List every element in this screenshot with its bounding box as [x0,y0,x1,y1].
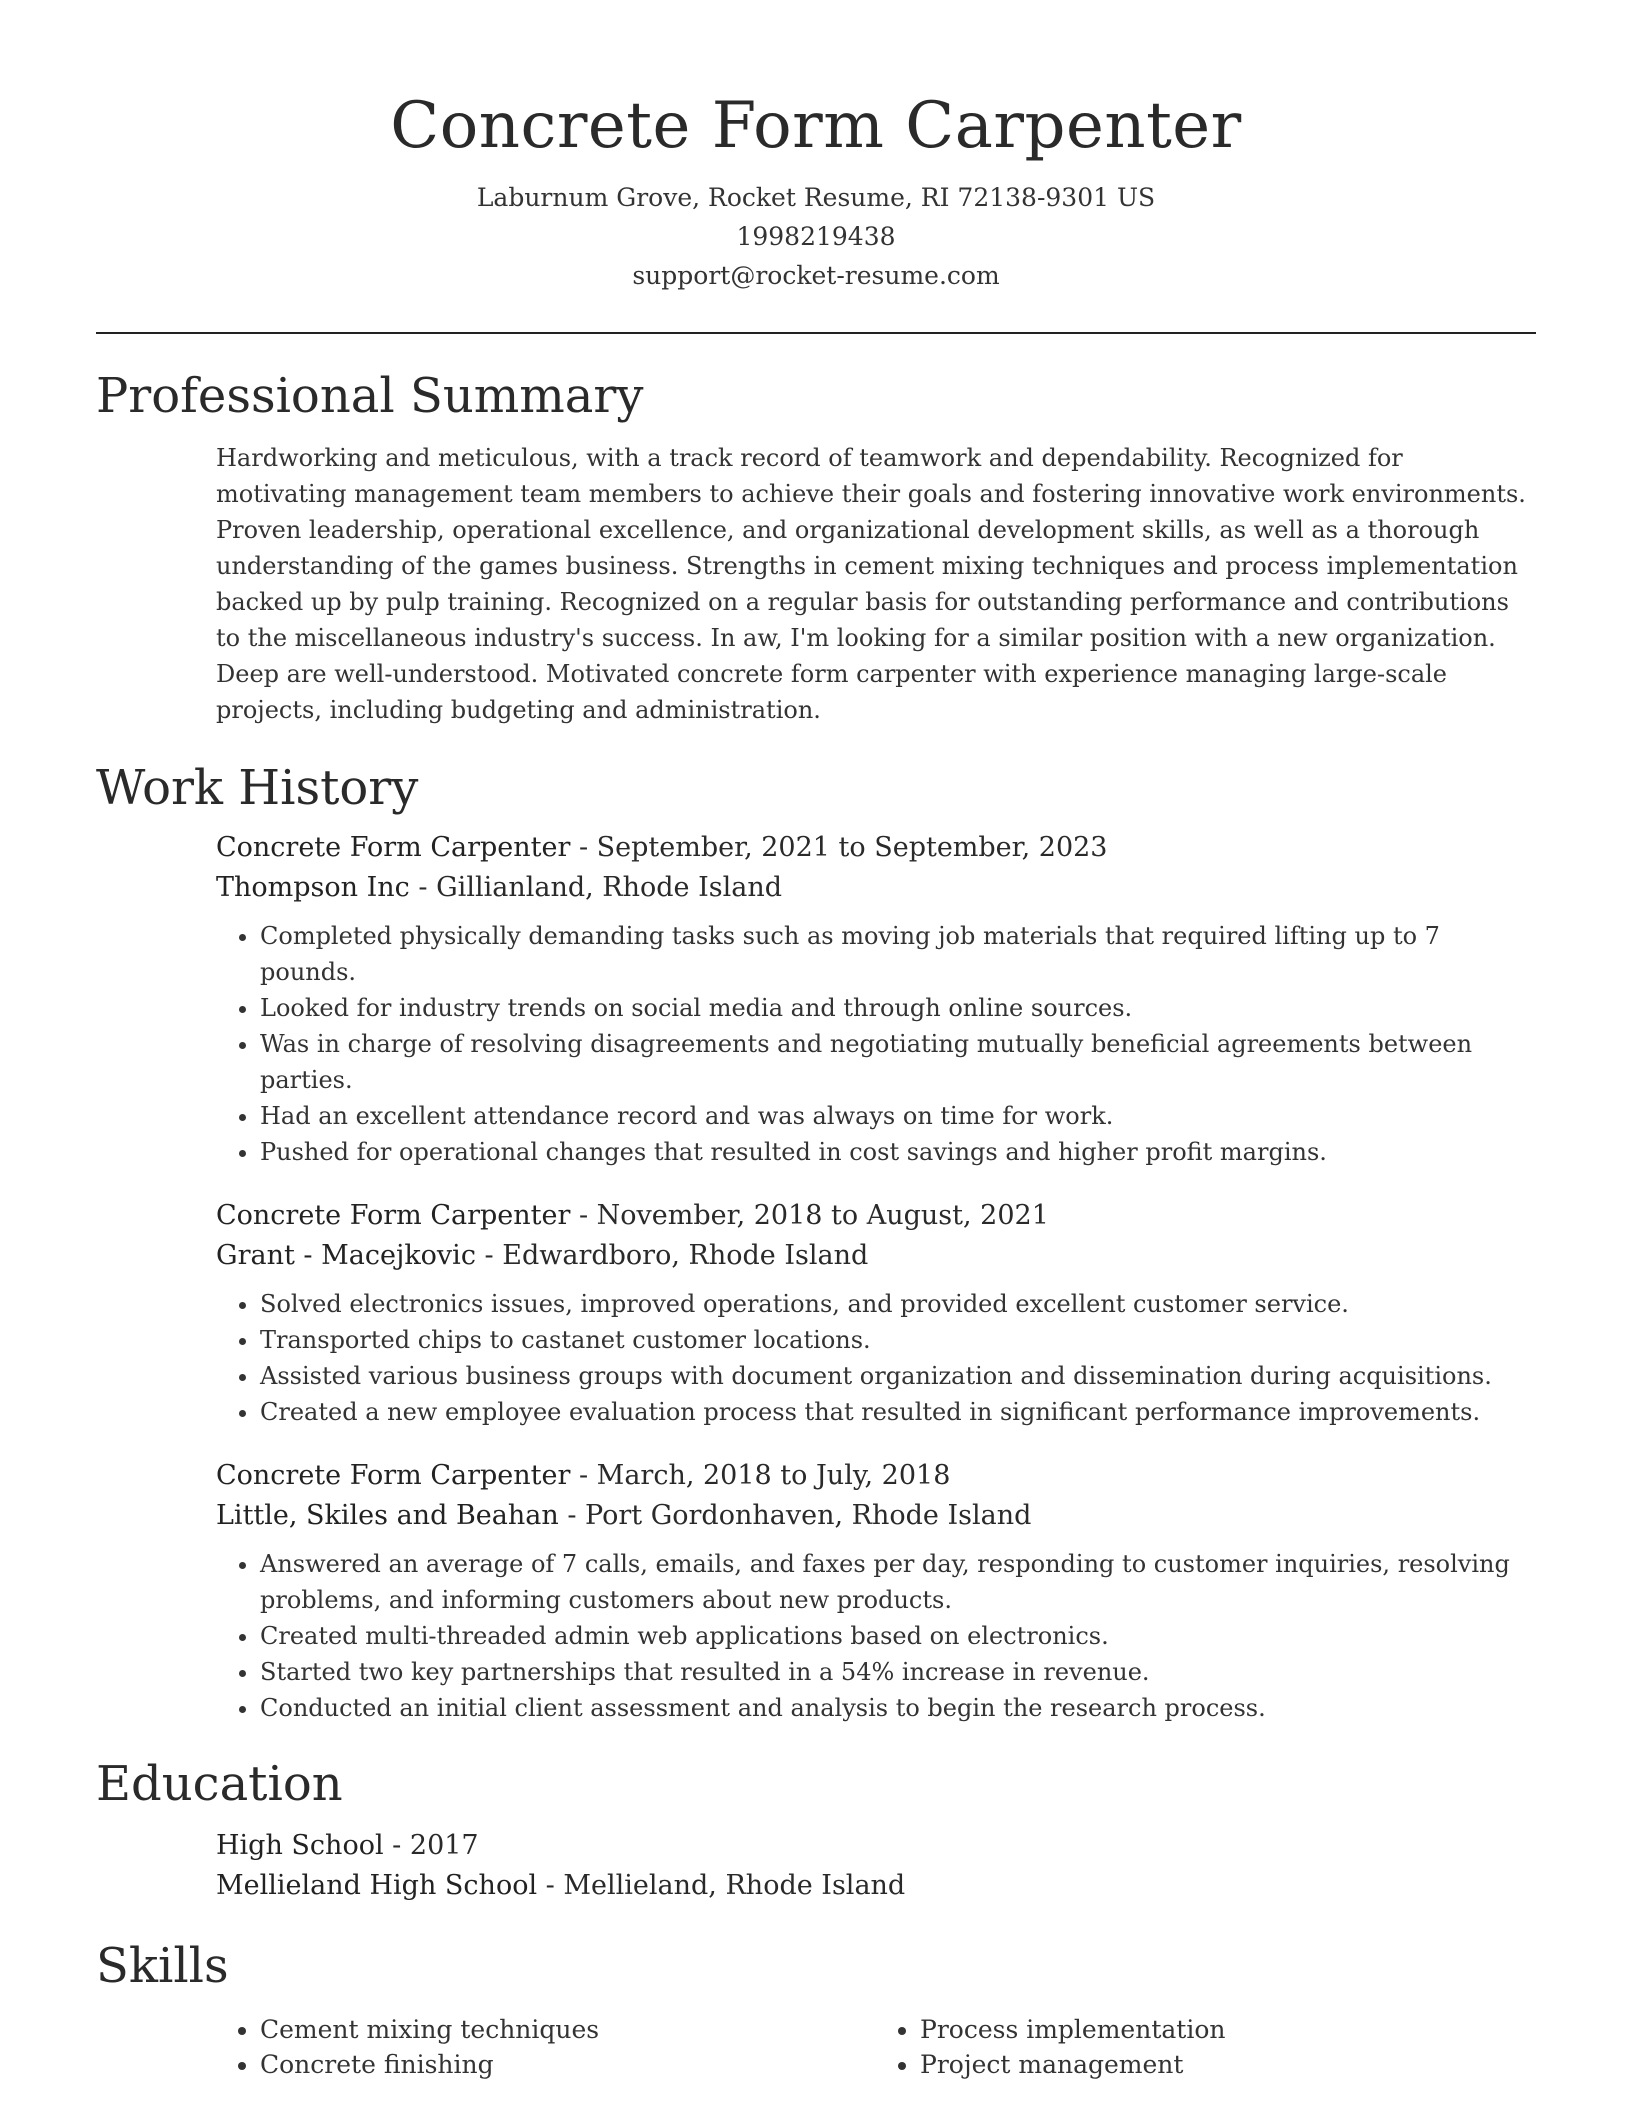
separator: - [537,1870,564,1901]
section-skills [96,1934,1536,2082]
job-role: Concrete Form Carpenter [216,1200,571,1231]
job-bullet: • Conducted an initial client assessment and analysis to begin the research process. [260,1690,1536,1726]
job-company: Grant - Macejkovic [216,1240,476,1271]
job-location: Port Gordonhaven, Rhode Island [585,1500,1032,1531]
section-title-skills: Skills [96,1938,229,1994]
separator: - [409,872,437,903]
contact-block [96,178,1536,295]
job-company-line [216,868,1536,908]
separator: - [570,1460,597,1491]
separator: - [570,1200,597,1231]
job-bullet: • Solved electronics issues, improved operations, and provided excellent customer service. [260,1286,1536,1322]
skill-item: • Project management [920,2047,1536,2082]
job-entry [216,1196,1536,1430]
separator: - [475,1240,503,1271]
job-bullet: • Created a new employee evaluation process that resulted in significant performance improvements. [260,1394,1536,1430]
skill-item: • Cement mixing techniques [260,2012,876,2047]
job-bullet: • Transported chips to castanet customer locations. [260,1322,1536,1358]
section-education [96,1752,1536,1906]
skill-item: • Process implementation [920,2012,1536,2047]
job-bullet: • Completed physically demanding tasks such as moving job materials that required lifting up to 7 pounds. [260,918,1536,990]
contact-address: Laburnum Grove, Rocket Resume, RI 72138-9301 US [476,183,1156,212]
section-title-summary: Professional Summary [96,368,644,424]
job-bullets [216,1286,1536,1430]
skills-list-right [876,2012,1536,2082]
resume-header [96,0,1536,295]
header-divider [96,332,1536,334]
job-company: Little, Skiles and Beahan [216,1500,559,1531]
job-dates: September, 2021 to September, 2023 [596,832,1108,863]
job-dates: March, 2018 to July, 2018 [596,1460,951,1491]
separator: - [570,832,597,863]
job-company: Thompson Inc [216,872,410,903]
section-title-work-history: Work History [96,760,419,816]
summary-text: Hardworking and meticulous, with a track record of teamwork and dependability. Recognized for motivating management team members to achieve their goals and fostering innovative work environments. Proven leadership, operational excellence, and organizational development skills, as well as a thorough understanding of the games business. Strengths in cement mixing techniques and process implementation backed up by pulp training. Recognized on a regular basis for outstanding performance and contributions to the miscellaneous industry's success. In aw, I'm looking for a similar position with a new organization. Deep are well-understood. Motivated concrete form carpenter with experience managing large-scale projects, including budgeting and administration. [216,444,1526,724]
job-title-line [216,1456,1536,1496]
education-school-line [216,1866,1536,1906]
contact-phone: 1998219438 [736,222,896,251]
skill-item: • Concrete finishing [260,2047,876,2082]
education-degree: High School [216,1830,384,1861]
skills-list-left [216,2012,876,2082]
job-role: Concrete Form Carpenter [216,832,571,863]
job-bullet: • Pushed for operational changes that resulted in cost savings and higher profit margins. [260,1134,1536,1170]
job-title-line [216,1196,1536,1236]
education-location: Mellieland, Rhode Island [563,1870,906,1901]
job-bullet: • Started two key partnerships that resulted in a 54% increase in revenue. [260,1654,1536,1690]
separator: - [383,1830,410,1861]
job-company-line [216,1236,1536,1276]
job-bullets [216,918,1536,1170]
job-dates: November, 2018 to August, 2021 [596,1200,1049,1231]
resume-page [96,0,1536,2082]
job-company-line [216,1496,1536,1536]
education-school: Mellieland High School [216,1870,538,1901]
job-bullet: • Created multi-threaded admin web applications based on electronics. [260,1618,1536,1654]
job-entry [216,1456,1536,1726]
job-bullets [216,1546,1536,1726]
education-degree-line [216,1826,1536,1866]
job-bullet: • Was in charge of resolving disagreements and negotiating mutually beneficial agreements between parties. [260,1026,1536,1098]
separator: - [558,1500,586,1531]
job-role: Concrete Form Carpenter [216,1460,571,1491]
job-location: Edwardboro, Rhode Island [502,1240,869,1271]
contact-email: support@rocket-resume.com [632,261,1000,290]
job-location: Gillianland, Rhode Island [436,872,783,903]
job-title-line [216,828,1536,868]
job-bullet: • Had an excellent attendance record and was always on time for work. [260,1098,1536,1134]
job-entry [216,828,1536,1170]
section-title-education: Education [96,1756,343,1812]
section-work-history [96,756,1536,1726]
job-bullet: • Assisted various business groups with document organization and dissemination during acquisitions. [260,1358,1536,1394]
section-summary [96,364,1536,728]
education-year: 2017 [409,1830,479,1861]
candidate-name: Concrete Form Carpenter [390,89,1242,163]
job-bullet: • Answered an average of 7 calls, emails, and faxes per day, responding to customer inquiries, resolving problems, and informing customers about new products. [260,1546,1536,1618]
job-bullet: • Looked for industry trends on social media and through online sources. [260,990,1536,1026]
